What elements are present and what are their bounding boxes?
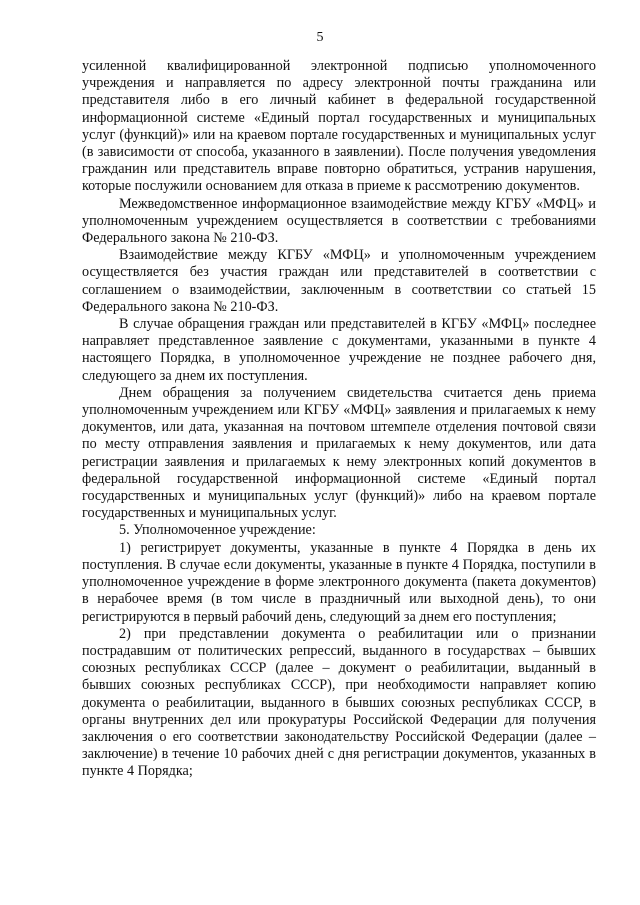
section-heading-5: 5. Уполномоченное учреждение: [119,522,316,539]
list-item-1: 1) регистрирует документы, указанные в пункте 4 Порядка в день их поступления. В случае если документы, указанные в пункте 4 Порядка, поступили в уполномоченное учреждение в форме электронного документа (пакета документов) в нерабочее время (в том числе в праздничный или выходной день), то они регистрируются в первый рабочий день, следующий за днем его поступления; [82,539,596,625]
page-number: 5 [316,30,324,45]
paragraph-interaction: Взаимодействие между КГБУ «МФЦ» и уполномоченным учреждением осуществляется без участия граждан или представителей в соответствии с соглашением о взаимодействии, заключенным в соответствии со статьей 15 Федерального закона № 210-ФЗ. [82,247,596,315]
paragraph-mfc-applications: В случае обращения граждан или представителей в КГБУ «МФЦ» последнее направляет представленное заявление с документами, указанными в пункте 4 настоящего Порядка, в уполномоченное учреждение не позднее рабочего дня, следующего за днем их поступления. [82,316,596,384]
paragraph-continuation: усиленной квалифицированной электронной подписью уполномоченного учреждения и направляется по адресу электронной почты гражданина или представителя либо в его личный кабинет в федеральной государственной информационной системе «Единый портал государственных и муниципальных услуг (функций)» или на краевом портале государственных и муниципальных услуг (в зависимости от способа, указанного в заявлении). После получения уведомления гражданин или представитель вправе повторно обратиться, устранив нарушения, которые послужили основанием для отказа в приеме к рассмотрению документов. [82,58,596,195]
paragraph-interagency: Межведомственное информационное взаимодействие между КГБУ «МФЦ» и уполномоченным учреждением осуществляется в соответствии с требованиями Федерального закона № 210-ФЗ. [82,195,596,247]
list-item-2: 2) при представлении документа о реабилитации или о признании пострадавшим от политических репрессий, выданного в государствах – бывших союзных республиках СССР (далее – документ о реабилитации, выданный в бывших союзных республиках СССР), при необходимости направляет копию документа о реабилитации, выданного в бывших союзных республиках СССР, в органы внутренних дел или прокуратуры Российской Федерации для получения заключения о его соответствии законодательству Российской Федерации (далее – заключение) в течение 10 рабочих дней с дня регистрации документов, указанных в пункте 4 Порядка; [82,625,596,780]
paragraph-application-date: Днем обращения за получением свидетельства считается день приема уполномоченным учреждением или КГБУ «МФЦ» заявления и прилагаемых к нему документов, или дата, указанная на почтовом штемпеле отделения почтовой связи по месту отправления заявления и прилагаемых к нему документов, или дата регистрации заявления и прилагаемых к нему электронных копий документов в федеральной государственной информационной системе «Единый портал государственных и муниципальных услуг (функций)» либо на краевом портале государственных и муниципальных услуг. [82,384,596,522]
body-text [82,58,596,781]
